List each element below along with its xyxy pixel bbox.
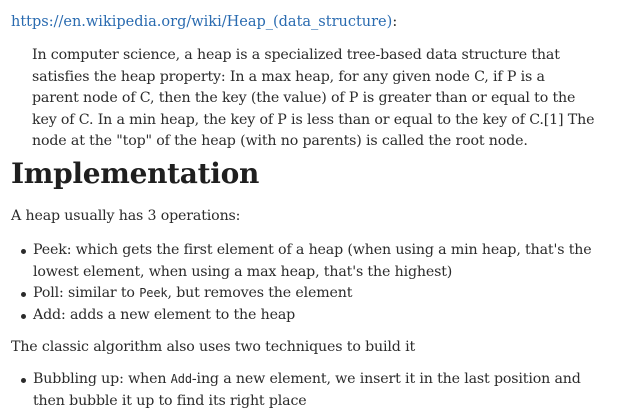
list-item-text: Poll: similar to — [33, 285, 139, 301]
bullet-icon — [21, 249, 26, 254]
list-item-text: -ing a new element, we insert it in the last position and — [192, 371, 581, 387]
quote-line: satisfies the heap property: In a max heap, for any given node C, if P is a — [32, 67, 518, 89]
list-item-text: Bubbling up: when — [33, 371, 171, 387]
inline-code: Peek — [139, 286, 167, 300]
list-item-poll — [0, 283, 591, 305]
source-colon: : — [392, 14, 397, 30]
wikipedia-link[interactable]: https://en.wikipedia.org/wiki/Heap_(data_structure) — [11, 14, 392, 30]
list-item-line: Peek: which gets the first element of a heap (when using a min heap, that's the — [33, 240, 591, 262]
quote-line: In computer science, a heap is a specialized tree-based data structure that — [32, 45, 518, 67]
techniques-list — [0, 369, 581, 412]
list-item-line: then bubble it up to find its right place — [33, 391, 581, 412]
bullet-icon — [21, 314, 26, 319]
list-item-bubbling-up — [0, 369, 581, 412]
inline-code: Add — [171, 372, 192, 386]
operations-intro: A heap usually has 3 operations: — [11, 206, 240, 228]
list-item-line — [33, 369, 581, 391]
source-line — [11, 11, 397, 33]
operations-list — [0, 240, 591, 326]
list-item-add — [0, 305, 591, 327]
section-heading-implementation: Implementation — [11, 154, 259, 194]
quote-line: parent node of C, then the key (the value) of P is greater than or equal to the — [32, 88, 518, 110]
bullet-icon — [21, 292, 26, 297]
list-item-line: lowest element, when using a max heap, that's the highest) — [33, 262, 591, 284]
list-item-peek — [0, 240, 591, 283]
techniques-intro: The classic algorithm also uses two techniques to build it — [11, 337, 415, 359]
heap-definition-quote — [32, 45, 518, 153]
list-item-text: , but removes the element — [168, 285, 353, 301]
list-item-text: Add: adds a new element to the heap — [33, 307, 295, 323]
bullet-icon — [21, 378, 26, 383]
quote-line: key of C. In a min heap, the key of P is less than or equal to the key of C.[1] The — [32, 110, 518, 132]
quote-line: node at the "top" of the heap (with no parents) is called the root node. — [32, 131, 518, 153]
